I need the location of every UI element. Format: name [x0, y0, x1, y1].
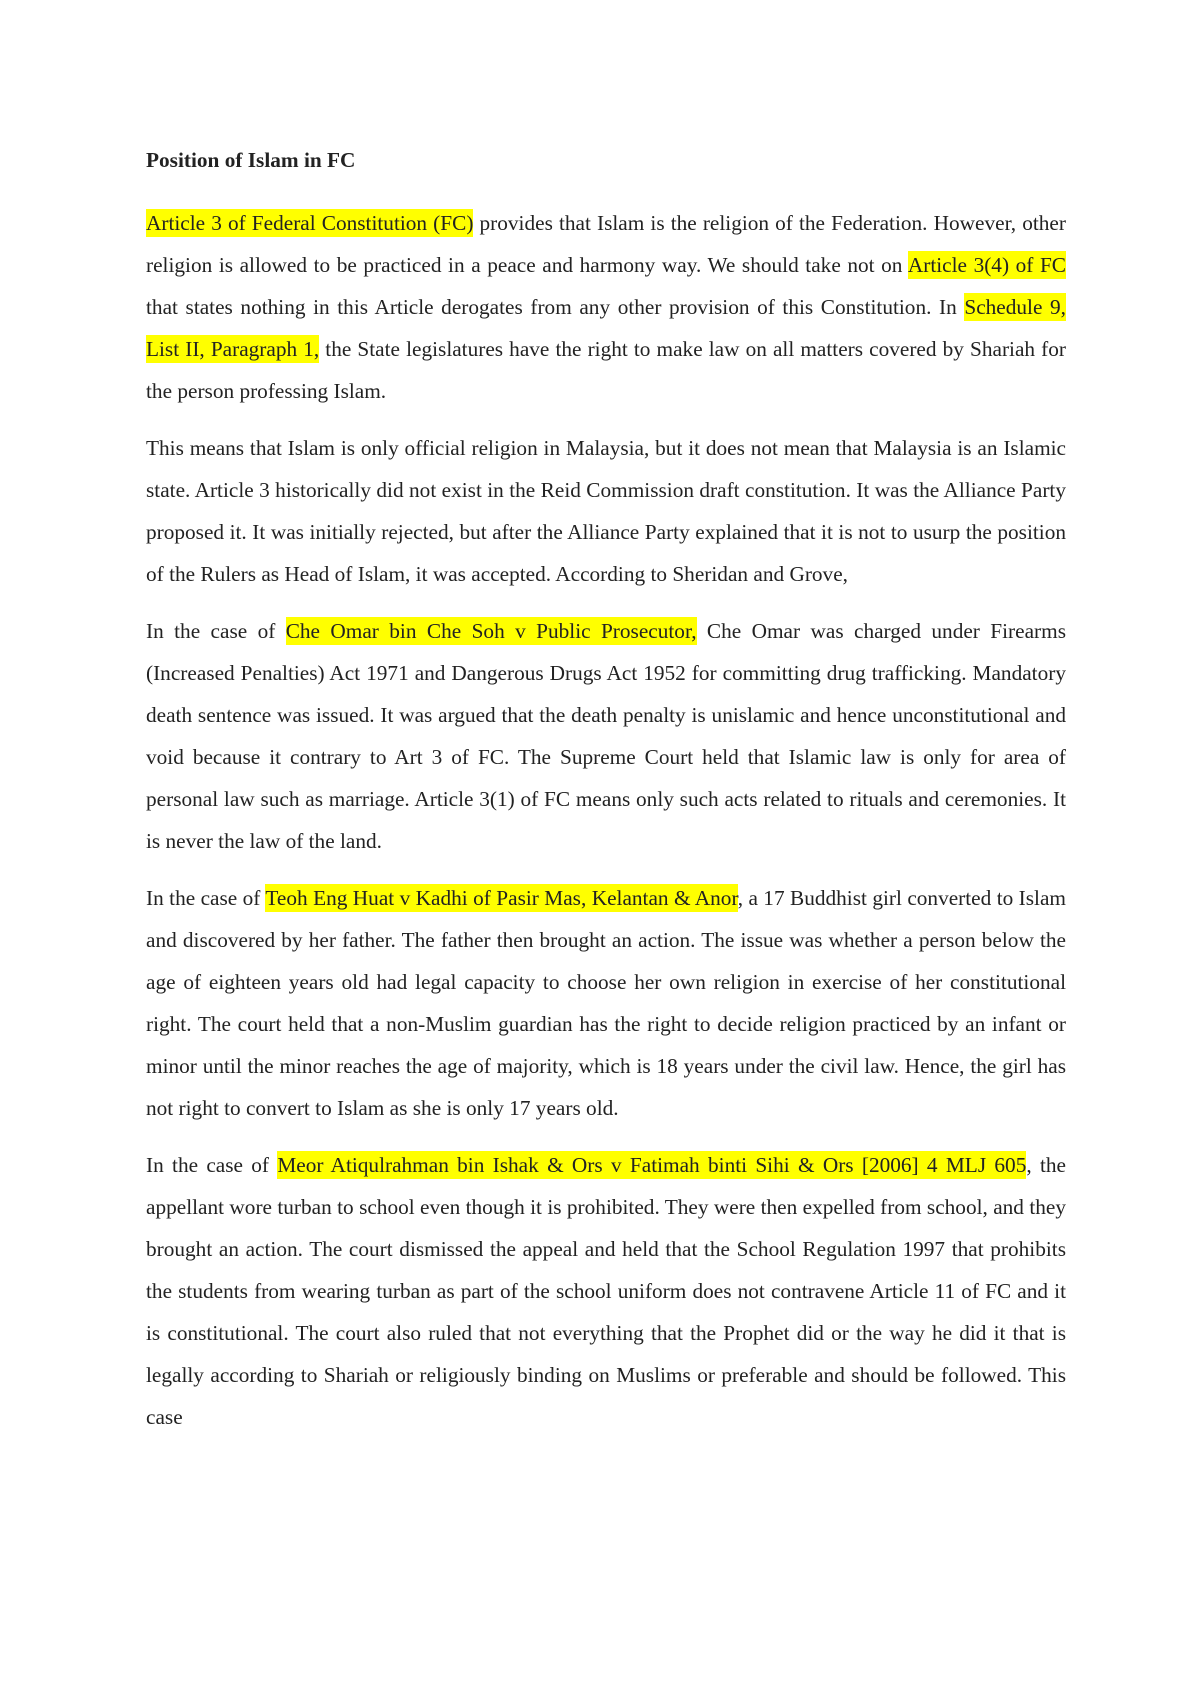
highlighted-citation: Teoh Eng Huat v Kadhi of Pasir Mas, Kelantan & Anor: [265, 886, 738, 910]
paragraph-text: the State legislatures have the right to make law on all matters covered by Shariah for the person professing Islam.: [146, 337, 1066, 403]
highlighted-citation: Meor Atiqulrahman bin Ishak & Ors v Fatimah binti Sihi & Ors [2006] 4 MLJ 605: [277, 1153, 1027, 1177]
document-body: [146, 146, 1066, 1453]
paragraph-list: [146, 202, 1066, 1438]
paragraph-text: In the case of: [146, 886, 266, 910]
document-title: Position of Islam in FC: [146, 148, 356, 172]
paragraph-text: In the case of: [146, 619, 286, 643]
paragraph-text: provides that Islam is the religion of the Federation. However, other religion is allowed to be practiced in a peace and harmony way. We should take not on: [146, 211, 1066, 277]
paragraph: [146, 202, 1066, 412]
paragraph-text: Che Omar was charged under Firearms (Increased Penalties) Act 1971 and Dangerous Drugs Act 1952 for committing drug trafficking. Mandatory death sentence was issued. It was argued that the death penalty is unislamic and hence unconstitutional and void because it contrary to Art 3 of FC. The Supreme Court held that Islamic law is only for area of personal law such as marriage. Article 3(1) of FC means only such acts related to rituals and ceremonies. It is never the law of the land.: [146, 619, 1066, 853]
highlighted-citation: Article 3 of Federal Constitution (FC): [146, 211, 474, 235]
paragraph-text: that states nothing in this Article derogates from any other provision of this Constitution. In: [146, 295, 965, 319]
paragraph: [146, 877, 1066, 1129]
paragraph-text: This means that Islam is only official religion in Malaysia, but it does not mean that Malaysia is an Islamic state. Article 3 historically did not exist in the Reid Commission draft constitution. It was the Alliance Party proposed it. It was initially rejected, but after the Alliance Party explained that it is not to usurp the position of the Rulers as Head of Islam, it was accepted. According to Sheridan and Grove,: [146, 436, 1066, 586]
paragraph-text: In the case of: [146, 1153, 278, 1177]
paragraph: [146, 427, 1066, 595]
highlighted-citation: Schedule 9, List II, Paragraph 1,: [146, 295, 1066, 361]
paragraph: [146, 610, 1066, 862]
highlighted-citation: Che Omar bin Che Soh v Public Prosecutor,: [285, 619, 697, 643]
paragraph-text: , the appellant wore turban to school even though it is prohibited. They were then expelled from school, and they brought an action. The court dismissed the appeal and held that the School Regulation 1997 that prohibits the students from wearing turban as part of the school uniform does not contravene Article 11 of FC and it is constitutional. The court also ruled that not everything that the Prophet did or the way he did it that is legally according to Shariah or religiously binding on Muslims or preferable and should be followed. This case: [146, 1153, 1066, 1429]
highlighted-citation: Article 3(4) of FC: [907, 253, 1066, 277]
paragraph: [146, 1144, 1066, 1438]
paragraph-text: , a 17 Buddhist girl converted to Islam and discovered by her father. The father then brought an action. The issue was whether a person below the age of eighteen years old had legal capacity to choose her own religion in exercise of her constitutional right. The court held that a non-Muslim guardian has the right to decide religion practiced by an infant or minor until the minor reaches the age of majority, which is 18 years under the civil law. Hence, the girl has not right to convert to Islam as she is only 17 years old.: [146, 886, 1066, 1120]
